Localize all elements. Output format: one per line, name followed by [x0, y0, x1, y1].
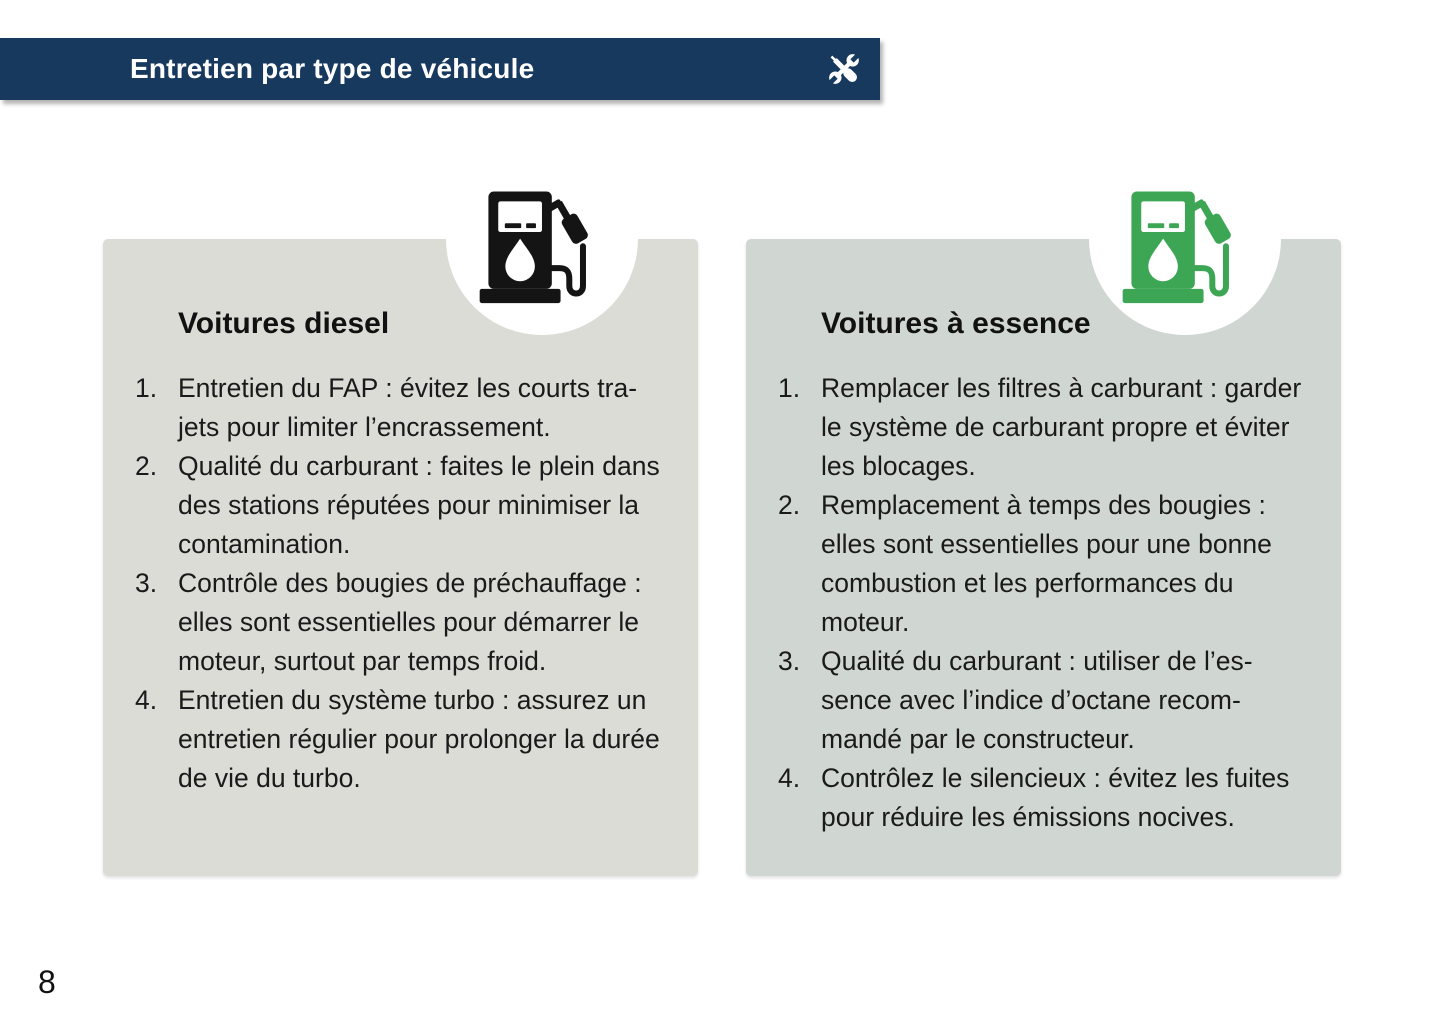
list-item-text: Qualité du carburant : faites le plein dans des stations réputées pour minimiser la contamination. [178, 451, 660, 559]
list-item-text: Remplacement à temps des bougies : elles sont essentielles pour une bonne combustion et les performances du moteur. [821, 490, 1272, 637]
header-bar [0, 38, 880, 100]
card-essence [746, 239, 1341, 876]
list-item-number: 1. [135, 373, 158, 403]
list-item-number: 4. [778, 763, 801, 793]
list-item [746, 369, 1341, 486]
list-item-number: 4. [135, 685, 158, 715]
list-item [746, 642, 1341, 759]
list-item-number: 2. [778, 490, 801, 520]
list-item [746, 759, 1341, 837]
list-item-text: Contrôlez le silencieux : évitez les fuites pour réduire les émissions nocives. [821, 763, 1290, 832]
list-item [103, 369, 698, 447]
tools-icon [824, 49, 864, 89]
list-item-number: 3. [135, 568, 158, 598]
list-item [103, 564, 698, 681]
list-item-text: Entretien du FAP : évitez les courts tra- jets pour limiter l’encrassement. [178, 373, 638, 442]
card-essence-title: Voitures à essence [821, 307, 1091, 340]
list-item-number: 2. [135, 451, 158, 481]
list-item-text: Entretien du système turbo : assurez un entretien régulier pour prolonger la durée de vie du turbo. [178, 685, 660, 793]
card-diesel [103, 239, 698, 876]
page-title: Entretien par type de véhicule [130, 53, 535, 84]
fuel-pump-diesel-icon [473, 185, 588, 314]
list-item-text: Remplacer les filtres à carburant : garder le système de carburant propre et éviter les blocages. [821, 373, 1302, 481]
card-diesel-title: Voitures diesel [178, 307, 390, 340]
fuel-pump-essence-icon [1116, 185, 1231, 314]
card-diesel-list [103, 369, 698, 798]
list-item-text: Contrôle des bougies de préchauffage : elles sont essentielles pour démarrer le moteur, surtout par temps froid. [178, 568, 642, 676]
list-item-number: 1. [778, 373, 801, 403]
card-essence-list [746, 369, 1341, 837]
list-item-number: 3. [778, 646, 801, 676]
list-item [746, 486, 1341, 642]
list-item-text: Qualité du carburant : utiliser de l’es- sence avec l’indice d’octane recom- mandé par le constructeur. [821, 646, 1253, 754]
page-number: 8 [38, 964, 56, 1000]
list-item [103, 681, 698, 798]
list-item [103, 447, 698, 564]
